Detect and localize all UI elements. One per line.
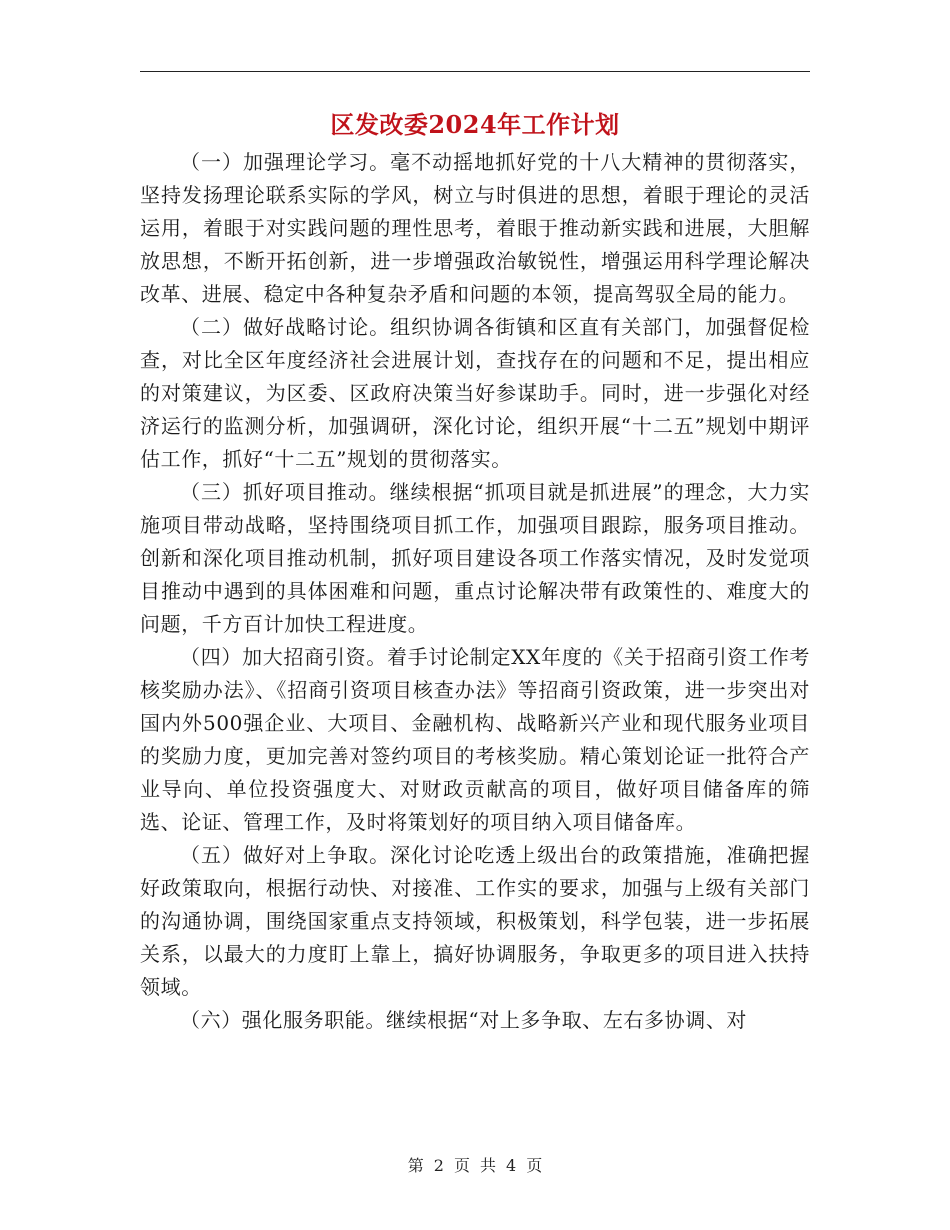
paragraph-1: （一）加强理论学习。毫不动摇地抓好党的十八大精神的贯彻落实，坚持发扬理论联系实际的学风，树立与时俱进的思想，着眼于理论的灵活运用，着眼于对实践问题的理性思考，着眼于推动新实践和进展，大胆解放思想，不断开拓创新，进一步增强政治敏锐性，增强运用科学理论解决改革、进展、稳定中各种复杂矛盾和问题的本领，提高驾驭全局的能力。	[140, 150, 810, 306]
paragraph-4: （四）加大招商引资。着手讨论制定XX年度的《关于招商引资工作考核奖励办法》、《招商引资项目核查办法》等招商引资政策，进一步突出对国内外500强企业、大项目、金融机构、战略新兴产业和现代服务业项目的奖励力度，更加完善对签约项目的考核奖励。精心策划论证一批符合产业导向、单位投资强度大、对财政贡献高的项目，做好项目储备库的筛选、论证、管理工作，及时将策划好的项目纳入项目储备库。	[140, 645, 810, 834]
document-body	[140, 146, 810, 1037]
footer-total-pages: 4	[506, 1156, 517, 1175]
footer-total-unit: 页	[526, 1156, 543, 1175]
document-title: 区发改委2024年工作计划	[330, 110, 620, 139]
paragraph-6: （六）强化服务职能。继续根据“对上多争取、左右多协调、对	[180, 1008, 748, 1032]
footer-prefix: 第	[407, 1156, 424, 1175]
footer-page-unit: 页	[453, 1156, 470, 1175]
header-rule	[140, 71, 810, 72]
paragraph-5: （五）做好对上争取。深化讨论吃透上级出台的政策措施，准确把握好政策取向，根据行动快、对接准、工作实的要求，加强与上级有关部门的沟通协调，围绕国家重点支持领域，积极策划，科学包装，进一步拓展关系，以最大的力度盯上靠上，搞好协调服务，争取更多的项目进入扶持领域。	[140, 843, 810, 999]
page-footer	[0, 1156, 950, 1176]
paragraph-2: （二）做好战略讨论。组织协调各街镇和区直有关部门，加强督促检查，对比全区年度经济社会进展计划，查找存在的问题和不足，提出相应的对策建议，为区委、区政府决策当好参谋助手。同时，进一步强化对经济运行的监测分析，加强调研，深化讨论，组织开展“十二五”规划中期评估工作，抓好“十二五”规划的贯彻落实。	[140, 315, 810, 471]
footer-total-label: 共	[480, 1156, 497, 1175]
paragraph-3: （三）抓好项目推动。继续根据“抓项目就是抓进展”的理念，大力实施项目带动战略，坚持围绕项目抓工作，加强项目跟踪，服务项目推动。创新和深化项目推动机制，抓好项目建设各项工作落实情况，及时发觉项目推动中遇到的具体困难和问题，重点讨论解决带有政策性的、难度大的问题，千方百计加快工程进度。	[140, 480, 810, 636]
footer-page-number: 2	[433, 1156, 444, 1175]
